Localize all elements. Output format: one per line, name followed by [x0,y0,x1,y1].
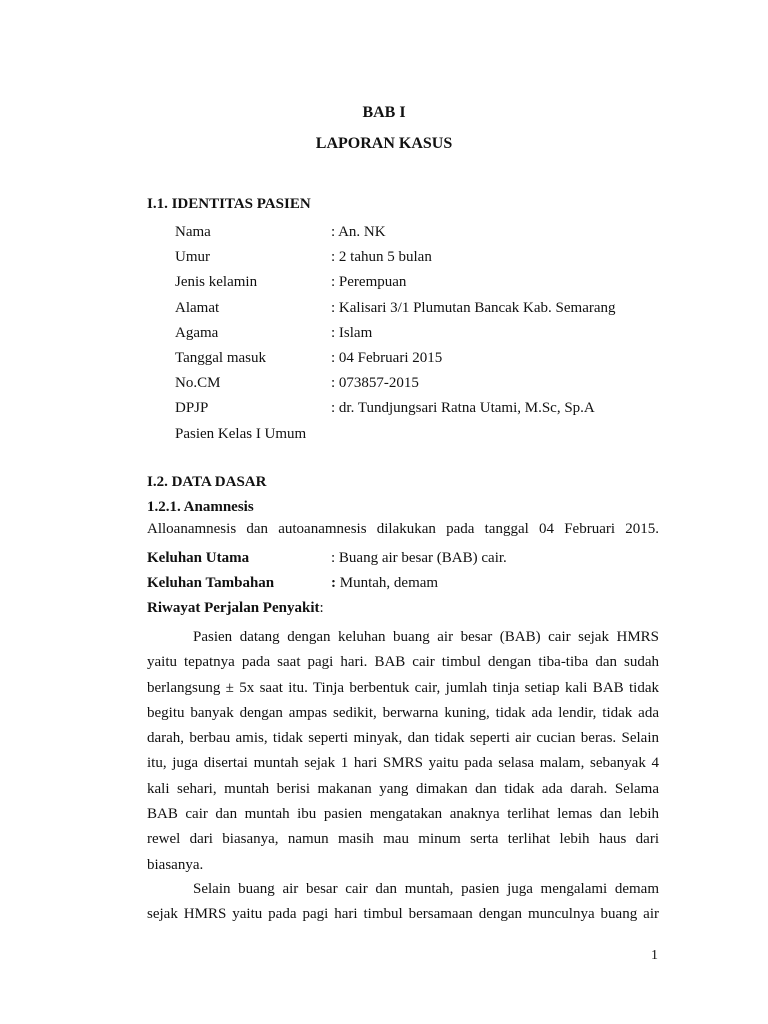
riwayat-colon: : [319,600,324,616]
keluhan-utama-label: Keluhan Utama [147,550,250,566]
identity-label: Nama [175,224,211,240]
paragraph-line: sejak HMRS yaitu pada pagi hari timbul bersamaan dengan munculnya buang air [147,906,659,923]
identity-label: DPJP [175,400,209,417]
keluhan-tambahan-colon: : [331,575,336,591]
page-number: 1 [651,948,658,963]
identity-label: Agama [175,324,219,341]
identity-label: No.CM [175,375,221,392]
paragraph-riwayat-1 [147,627,659,880]
keluhan-tambahan-value: Muntah, demam [336,575,439,591]
paragraph-line: yaitu tepatnya pada saat pagi hari. BAB cair timbul dengan tiba-tiba dan sudah [147,654,659,671]
identity-value: : 073857-2015 [331,375,419,392]
identity-label: Alamat [175,299,220,316]
identity-row [175,272,616,297]
subsection-heading-anamnesis: 1.2.1. Anamnesis [147,499,254,515]
section-heading-data-dasar: I.2. DATA DASAR [147,474,267,490]
chapter-subtitle: LAPORAN KASUS [315,135,453,152]
identity-label: Umur [175,249,210,266]
paragraph-line: berlangsung ± 5x saat itu. Tinja berbentuk cair, jumlah tinja setiap kali BAB tidak [147,679,659,696]
paragraph-line: BAB cair dan muntah ibu pasien mengatakan anaknya terlihat lemas dan lebih [147,806,659,823]
paragraph-line: Selain buang air besar cair dan muntah, pasien juga mengalami demam [193,881,659,897]
keluhan-tambahan-label: Keluhan Tambahan [147,575,275,591]
identity-label: Pasien Kelas I Umum [175,425,307,442]
identity-row [175,424,616,449]
identity-value: : dr. Tundjungsari Ratna Utami, M.Sc, Sp.A [331,400,595,417]
chapter-title: BAB I [362,104,406,121]
riwayat-label: Riwayat Perjalan Penyakit [147,600,320,616]
identity-row [175,348,616,373]
identity-value: : 04 Februari 2015 [331,349,443,366]
identity-row [175,373,616,398]
identity-value: : An. NK [331,224,386,240]
identity-table [175,222,616,449]
identity-value: : Kalisari 3/1 Plumutan Bancak Kab. Semarang [331,299,616,316]
identity-row [175,222,616,247]
identity-row [175,298,616,323]
keluhan-utama-row [147,550,507,567]
identity-row [175,398,616,423]
paragraph-line: kali sehari, muntah berisi makanan yang dimakan dan tidak ada darah. Selama [147,780,659,797]
paragraph-line: Pasien datang dengan keluhan buang air besar (BAB) cair sejak HMRS [193,629,659,645]
paragraph-line: darah, berbau amis, tidak seperti minyak, dan tidak seperti air cucian beras. Selain [147,730,659,747]
paragraph-line: biasanya. [147,856,204,873]
paragraph-line: rewel dari biasanya, namun masih mau minum serta terlihat lebih haus dari [147,831,659,848]
section-heading-identitas: I.1. IDENTITAS PASIEN [147,196,311,212]
keluhan-utama-value: : Buang air besar (BAB) cair. [331,550,507,566]
identity-label: Tanggal masuk [175,349,267,366]
paragraph-line: begitu banyak dengan ampas sedikit, berwarna kuning, tidak ada lendir, tidak ada [147,704,659,721]
anamnesis-statement: Alloanamnesis dan autoanamnesis dilakukan pada tanggal 04 Februari 2015. [147,521,659,537]
paragraph-riwayat-2 [147,879,659,930]
keluhan-tambahan-row [147,575,438,592]
identity-value: : 2 tahun 5 bulan [331,249,432,266]
identity-row [175,323,616,348]
identity-row [175,247,616,272]
identity-value: : Perempuan [331,274,407,291]
riwayat-heading [147,600,324,617]
identity-value: : Islam [331,324,373,341]
paragraph-line: itu, juga disertai muntah sejak 1 hari SMRS yaitu pada selasa malam, sebanyak 4 [147,755,659,772]
identity-label: Jenis kelamin [175,274,258,291]
